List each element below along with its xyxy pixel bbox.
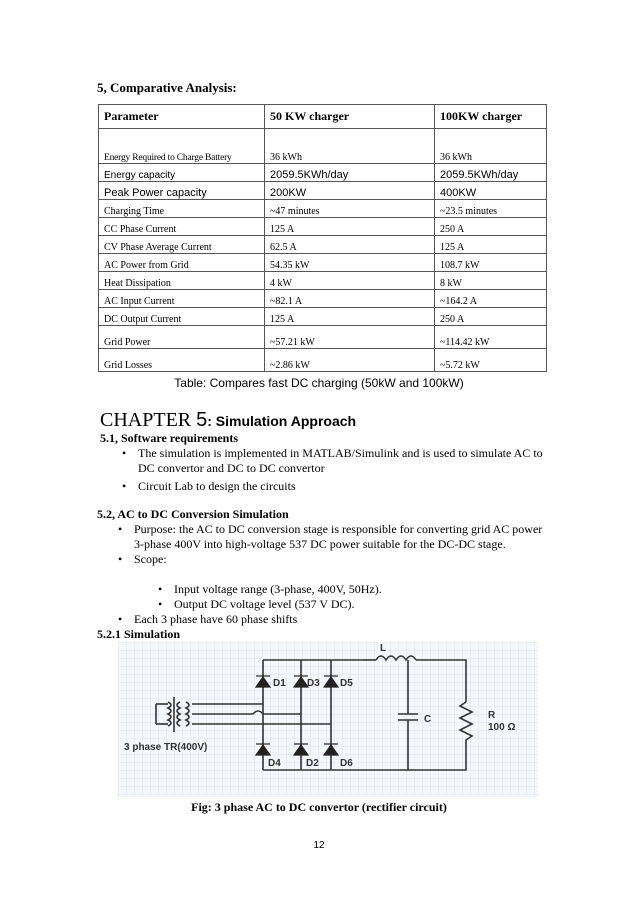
table-row bbox=[99, 182, 547, 200]
table-cell: Energy Required to Charge Battery bbox=[99, 129, 265, 164]
table-cell: 250 A bbox=[435, 308, 547, 326]
table-cell: ~47 minutes bbox=[265, 200, 435, 218]
table-cell: ~114.42 kW bbox=[435, 326, 547, 349]
table-cell: Grid Losses bbox=[99, 349, 265, 372]
chapter-number: 5 bbox=[196, 409, 208, 431]
table-cell: Grid Power bbox=[99, 326, 265, 349]
diode-label: D6 bbox=[340, 758, 353, 769]
table-row bbox=[99, 272, 547, 290]
table-cell: 2059.5KWh/day bbox=[435, 164, 547, 182]
table-row bbox=[99, 326, 547, 349]
comparison-table bbox=[98, 104, 547, 372]
table-cell: 2059.5KWh/day bbox=[265, 164, 435, 182]
table-cell: AC Input Current bbox=[99, 290, 265, 308]
scope-list bbox=[158, 582, 544, 612]
table-cell: ~23.5 minutes bbox=[435, 200, 547, 218]
table-cell: Energy capacity bbox=[99, 164, 265, 182]
list-item: • Purpose: the AC to DC conversion stage is responsible for converting grid AC power 3-phase 400V into high-voltage 537 DC power suitable for the DC-DC stage. bbox=[118, 522, 543, 551]
table-row bbox=[99, 129, 547, 164]
table-cell: DC Output Current bbox=[99, 308, 265, 326]
table-cell: ~5.72 kW bbox=[435, 349, 547, 372]
list-item: • Each 3 phase have 60 phase shifts bbox=[118, 612, 298, 626]
diode-label: D3 bbox=[307, 678, 320, 689]
table-row bbox=[99, 349, 547, 372]
table-row bbox=[99, 308, 547, 326]
subsection-heading: 5.2.1 Simulation bbox=[97, 627, 181, 641]
table-cell: AC Power from Grid bbox=[99, 254, 265, 272]
resistor-label: R bbox=[488, 710, 496, 721]
table-header-row bbox=[99, 105, 547, 129]
transformer-label: 3 phase TR(400V) bbox=[124, 742, 208, 753]
list-item: • The simulation is implemented in MATLAB/Simulink and is used to simulate AC to DC convertor and DC to DC convertor bbox=[122, 446, 543, 475]
list-item: • Scope: bbox=[118, 552, 167, 566]
table-cell: 36 kWh bbox=[265, 129, 435, 164]
table-header: 50 KW charger bbox=[265, 105, 435, 129]
conversion-list bbox=[118, 522, 548, 567]
diode-label: D4 bbox=[268, 758, 281, 769]
list-item: • Output DC voltage level (537 V DC). bbox=[158, 597, 355, 611]
table-cell: 125 A bbox=[265, 308, 435, 326]
table-cell: 250 A bbox=[435, 218, 547, 236]
table-header: 100KW charger bbox=[435, 105, 547, 129]
table-row bbox=[99, 290, 547, 308]
table-cell: ~57.21 kW bbox=[265, 326, 435, 349]
chapter-subtitle: : Simulation Approach bbox=[207, 413, 357, 429]
page-number: 12 bbox=[313, 840, 325, 851]
capacitor-label: C bbox=[424, 714, 432, 725]
table-cell: 125 A bbox=[435, 236, 547, 254]
table-cell: 36 kWh bbox=[435, 129, 547, 164]
table-cell: CC Phase Current bbox=[99, 218, 265, 236]
diode-label: D1 bbox=[273, 678, 286, 689]
phase-list bbox=[118, 612, 548, 627]
table-cell: 200KW bbox=[265, 182, 435, 200]
figure-caption: Fig: 3 phase AC to DC convertor (rectifier circuit) bbox=[191, 800, 447, 814]
table-row bbox=[99, 236, 547, 254]
chapter-prefix: CHAPTER bbox=[100, 409, 197, 431]
table-cell: 108.7 kW bbox=[435, 254, 547, 272]
table-cell: Charging Time bbox=[99, 200, 265, 218]
diode-label: D2 bbox=[306, 758, 319, 769]
table-row bbox=[99, 200, 547, 218]
table-cell: Peak Power capacity bbox=[99, 182, 265, 200]
chapter-title bbox=[100, 409, 356, 432]
list-item: • Circuit Lab to design the circuits bbox=[122, 479, 296, 493]
list-item: • Input voltage range (3-phase, 400V, 50Hz). bbox=[158, 582, 382, 596]
software-list bbox=[122, 446, 548, 494]
table-header: Parameter bbox=[99, 105, 265, 129]
table-cell: 4 kW bbox=[265, 272, 435, 290]
table-caption: Table: Compares fast DC charging (50kW and 100kW) bbox=[174, 376, 464, 390]
table-cell: 125 A bbox=[265, 218, 435, 236]
subsection-heading: 5.1, Software requirements bbox=[100, 431, 238, 445]
resistor-value: 100 Ω bbox=[488, 722, 516, 733]
section-heading: 5, Comparative Analysis: bbox=[97, 80, 237, 95]
table-row bbox=[99, 164, 547, 182]
table-row bbox=[99, 218, 547, 236]
inductor-label: L bbox=[380, 643, 387, 654]
table-cell: Heat Dissipation bbox=[99, 272, 265, 290]
table-cell: ~164.2 A bbox=[435, 290, 547, 308]
table-cell: CV Phase Average Current bbox=[99, 236, 265, 254]
grid-lines bbox=[118, 642, 538, 797]
table-cell: 54.35 kW bbox=[265, 254, 435, 272]
table-cell: ~82.1 A bbox=[265, 290, 435, 308]
diode-label: D5 bbox=[340, 678, 353, 689]
rectifier-circuit-diagram bbox=[118, 642, 538, 797]
table-cell: 8 kW bbox=[435, 272, 547, 290]
table-cell: 62.5 A bbox=[265, 236, 435, 254]
table-cell: 400KW bbox=[435, 182, 547, 200]
subsection-heading: 5.2, AC to DC Conversion Simulation bbox=[97, 507, 289, 521]
table-row bbox=[99, 254, 547, 272]
table-cell: ~2.86 kW bbox=[265, 349, 435, 372]
